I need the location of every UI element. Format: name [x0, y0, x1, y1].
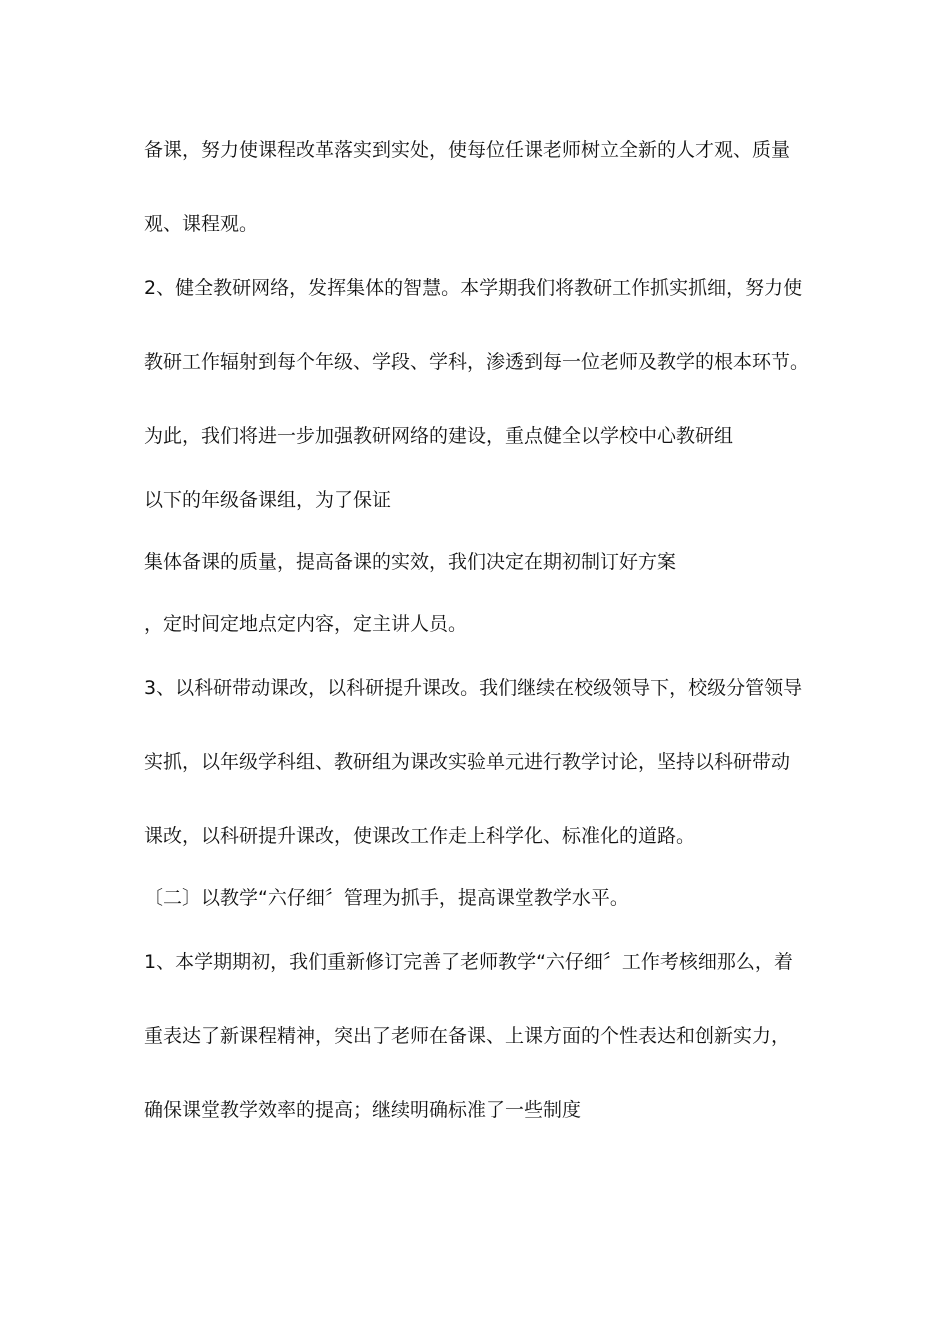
- paragraph-line: ，定时间定地点定内容，定主讲人员。: [144, 613, 468, 635]
- paragraph-line: 确保课堂教学效率的提高；继续明确标准了一些制度: [144, 1099, 582, 1121]
- paragraph-line: 以下的年级备课组，为了保证: [144, 489, 392, 511]
- paragraph-line: 课改，以科研提升课改，使课改工作走上科学化、标准化的道路。: [144, 825, 696, 847]
- paragraph-line: 备课，努力使课程改革落实到实处，使每位任课老师树立全新的人才观、质量: [144, 139, 791, 161]
- paragraph-line: 2、健全教研网络，发挥集体的智慧。本学期我们将教研工作抓实抓细，努力使: [144, 277, 803, 299]
- paragraph-line: 实抓，以年级学科组、教研组为课改实验单元进行教学讨论，坚持以科研带动: [144, 751, 791, 773]
- section-heading: 〔二〕以教学“六仔细〞管理为抓手，提高课堂教学水平。: [144, 887, 629, 909]
- paragraph-line: 为此，我们将进一步加强教研网络的建设，重点健全以学校中心教研组: [144, 425, 734, 447]
- paragraph-line: 3、以科研带动课改，以科研提升课改。我们继续在校级领导下，校级分管领导: [144, 677, 803, 699]
- paragraph-line: 集体备课的质量，提高备课的实效，我们决定在期初制订好方案: [144, 551, 677, 573]
- paragraph-line: 教研工作辐射到每个年级、学段、学科，渗透到每一位老师及教学的根本环节。: [144, 351, 810, 373]
- paragraph-line: 1、本学期期初，我们重新修订完善了老师教学“六仔细〞工作考核细那么，着: [144, 951, 793, 973]
- paragraph-line: 观、课程观。: [144, 213, 259, 235]
- paragraph-line: 重表达了新课程精神，突出了老师在备课、上课方面的个性表达和创新实力，: [144, 1025, 791, 1047]
